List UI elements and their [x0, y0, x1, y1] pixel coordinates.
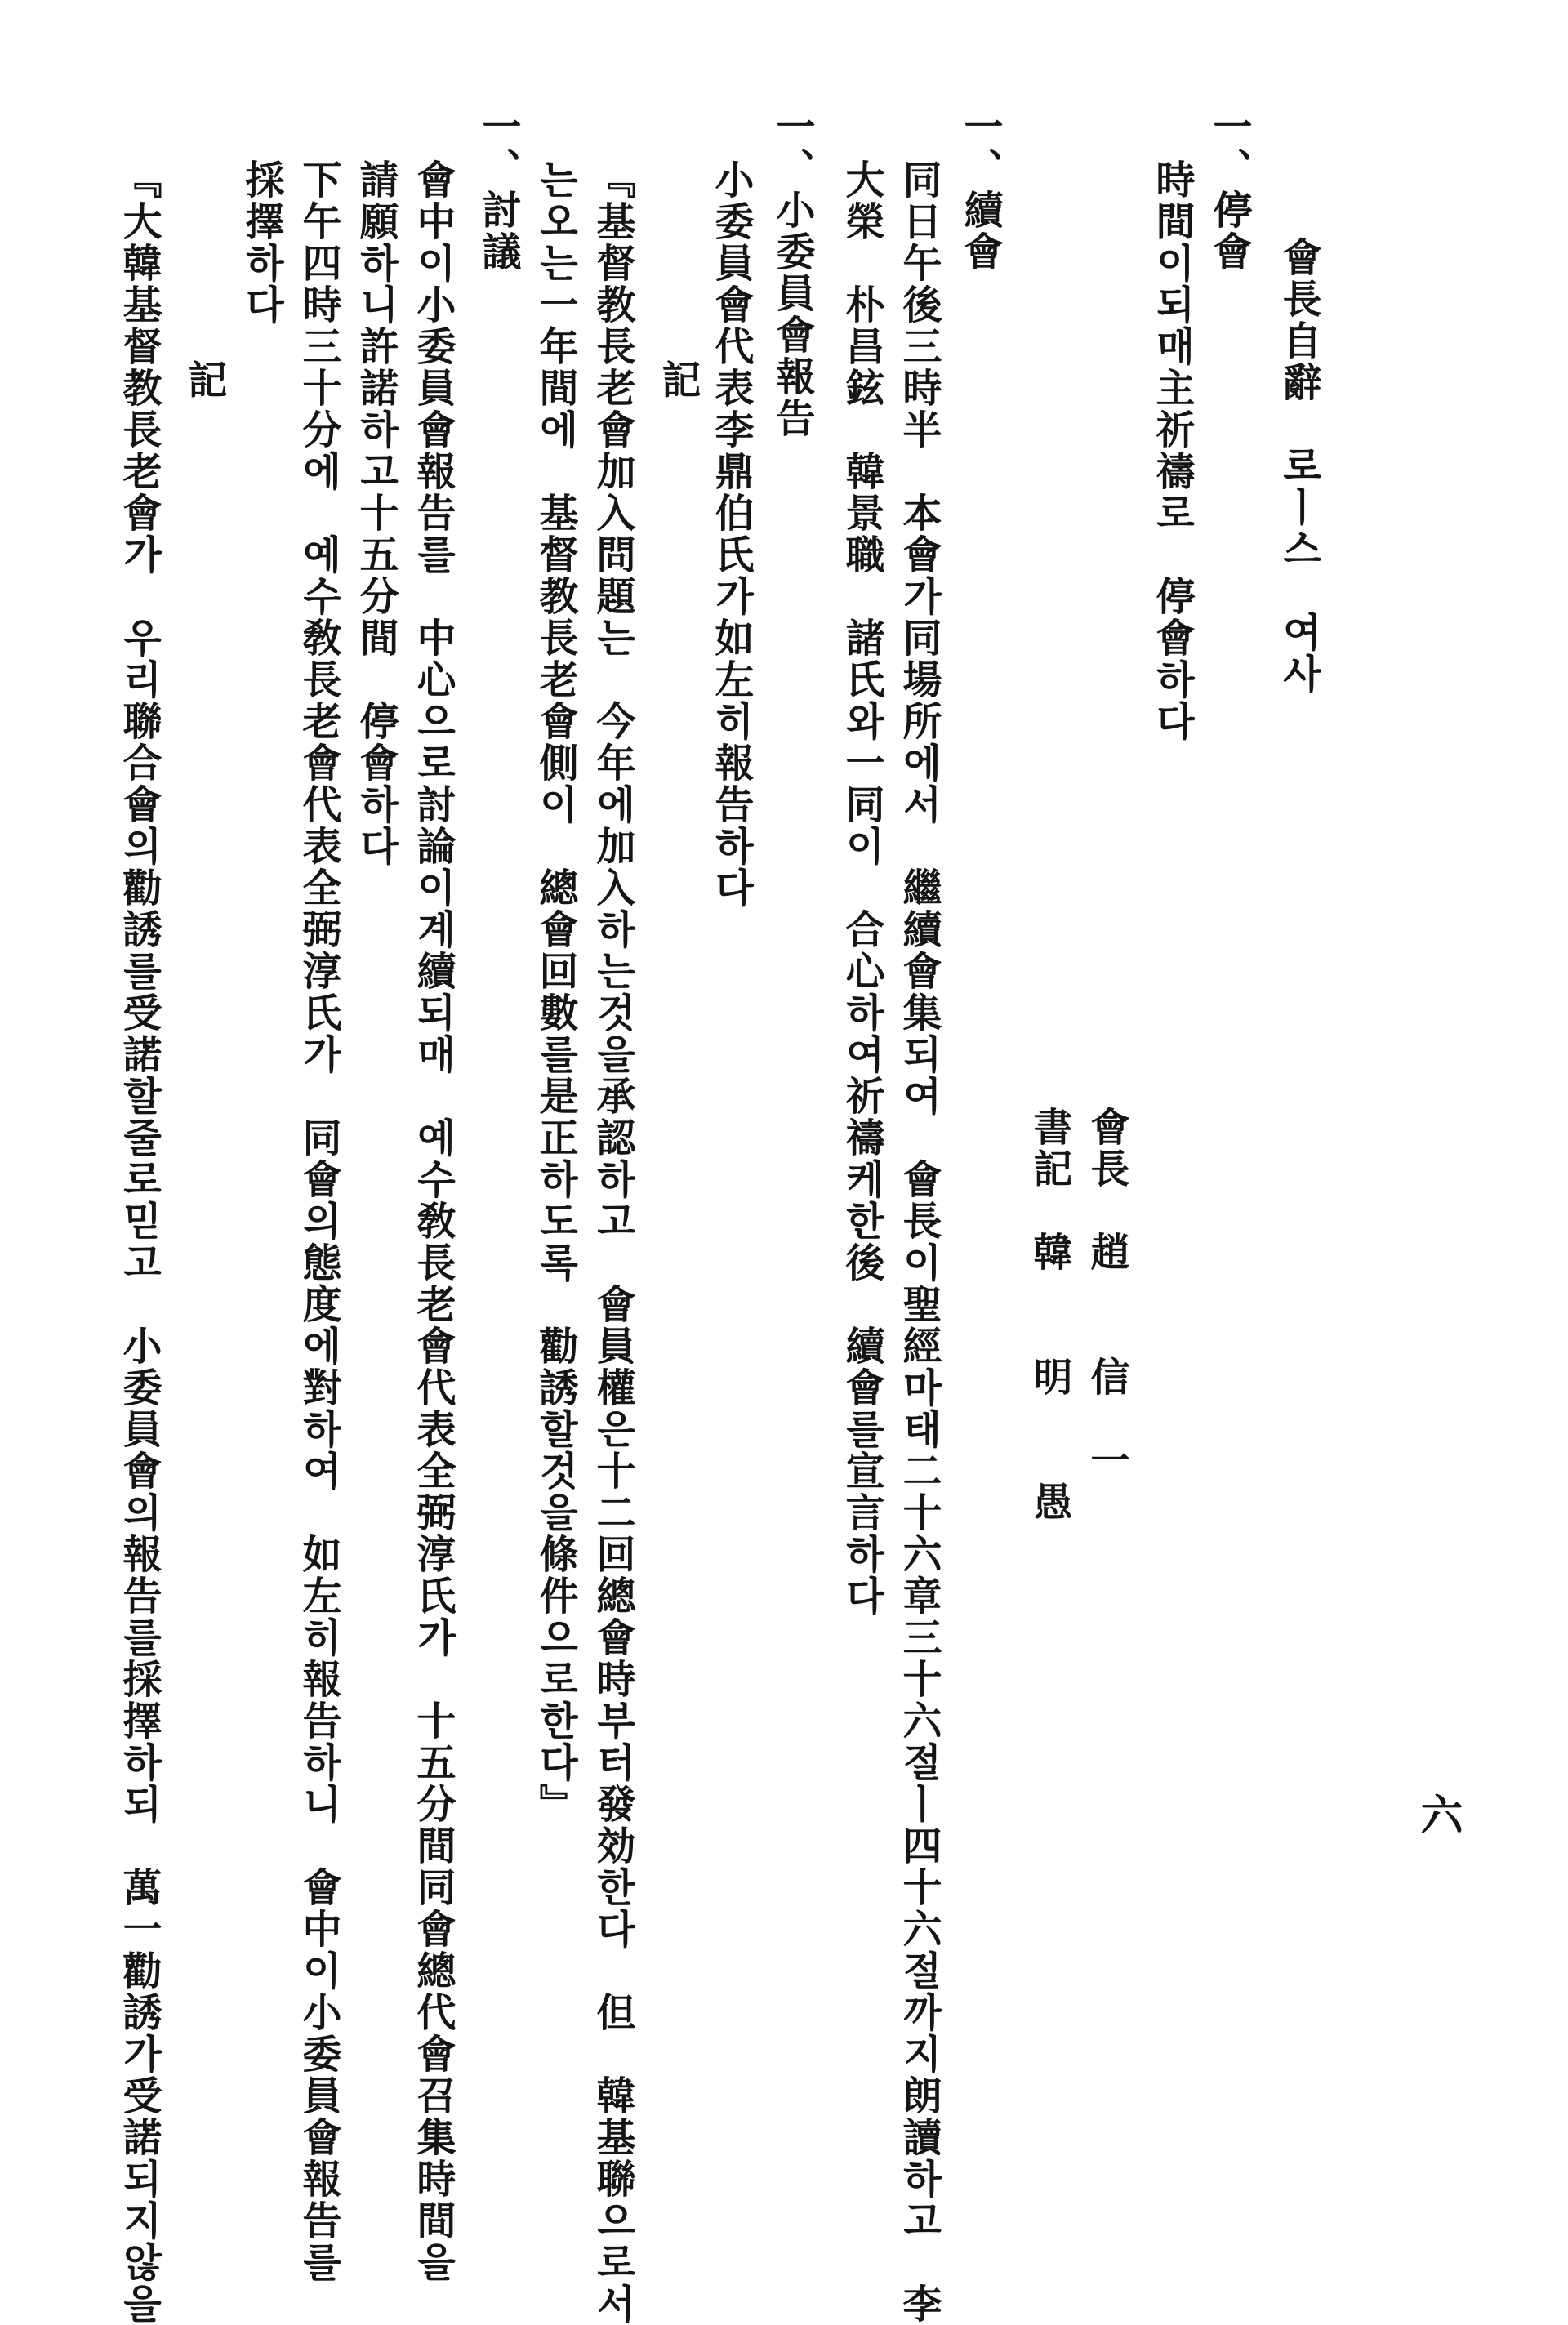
- text-column: 一、續會: [957, 106, 1003, 273]
- text-column: 採擇하다: [238, 159, 284, 326]
- text-column: 는오는一年間에 基督教長老會側이 總會回數를是正하도록 勸誘할것을條件으로한다』: [532, 159, 578, 1825]
- text-column: 會長 趙 信 一: [1084, 1107, 1129, 1481]
- text-column: 一、小委員會報告: [769, 106, 815, 439]
- text-column: 下午四時三十分에 예수敎長老會代表全弼淳氏가 同會의態度에對하여 如左히報告하니 會中이小委員會報告를: [296, 159, 341, 2283]
- text-column: 記: [181, 359, 227, 401]
- text-column: 大榮 朴昌鉉 韓景職 諸氏와一同이 合心하여祈禱케한後 續會를宣言하다: [839, 159, 884, 1617]
- text-column: 記: [655, 359, 701, 401]
- text-column: 小委員會代表李鼎伯氏가如左히報告하다: [708, 159, 754, 909]
- text-column: 『大韓基督教長老會가 우리聯合會의勸誘를受諾할줄로믿고 小委員會의報告를採擇하되 萬一勸誘가受諾되지않을: [116, 159, 162, 2325]
- text-column: 時間이되매主祈禱로 停會하다: [1149, 159, 1195, 742]
- text-column: 請願하니許諾하고十五分間 停會하다: [353, 159, 399, 867]
- text-column: 會中이小委員會報告를 中心으로討論이계續되매 예수敎長老會代表全弼淳氏가 十五分間同會總代會召集時間을: [410, 159, 456, 2283]
- text-column: 書記 韓 明 愚: [1027, 1107, 1072, 1523]
- text-column: 『基督教長老會加入問題는 今年에加入하는것을承認하고 會員權은十二回總會時부터發効한다 但 韓基聯으로서: [590, 159, 635, 2325]
- text-column: 一、討議: [475, 106, 521, 273]
- text-column: 會長自辭 로ㅣ스 여사: [1276, 237, 1321, 695]
- page-number: 六: [1413, 1793, 1463, 1837]
- text-column: 一、停會: [1206, 106, 1252, 273]
- text-column: 同日午後三時半 本會가同場所에서 繼續會集되여 會長이聖經마태二十六章三十六절ㅣ四十六절까지朗讀하고 李: [896, 159, 942, 2325]
